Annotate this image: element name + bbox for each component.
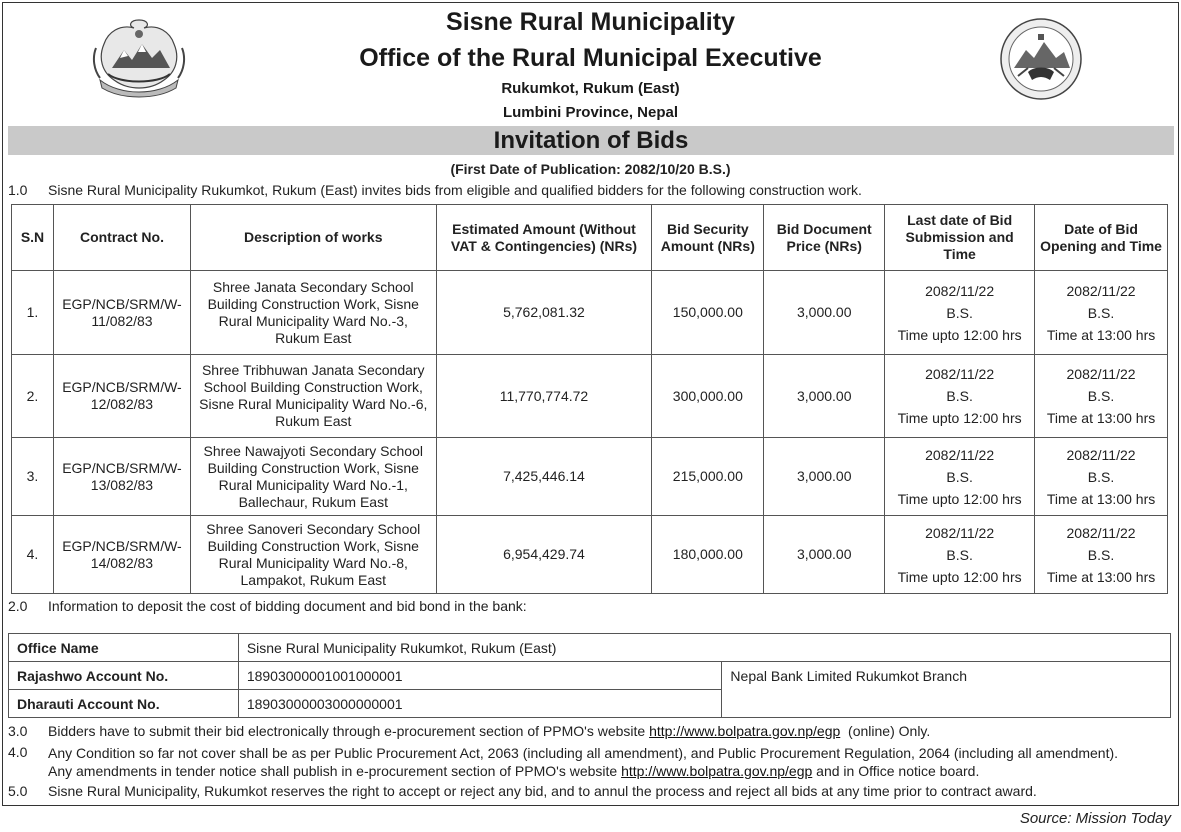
submission-era: B.S. bbox=[946, 468, 973, 485]
opening-time: Time at 13:00 hrs bbox=[1046, 410, 1156, 426]
paragraph-number: 1.0 bbox=[8, 182, 28, 198]
header-description: Description of works bbox=[190, 205, 436, 271]
dharauti-account-label: Dharauti Account No. bbox=[9, 690, 239, 718]
table-row bbox=[12, 516, 1168, 594]
cell-contract-no: EGP/NCB/SRM/W-14/082/83 bbox=[53, 516, 190, 594]
submission-date: 2082/11/22 bbox=[925, 524, 995, 541]
bank-row-rajashwo bbox=[9, 662, 1171, 690]
municipality-name: Sisne Rural Municipality bbox=[446, 8, 735, 36]
submission-date: 2082/11/22 bbox=[925, 282, 995, 299]
rajashwo-account-value: 18903000001001000001 bbox=[238, 662, 722, 690]
ppmo-website-link[interactable]: http://www.bolpatra.gov.np/egp bbox=[621, 763, 813, 779]
paragraph-3 bbox=[8, 723, 1178, 741]
submission-time: Time upto 12:00 hrs bbox=[897, 568, 1022, 585]
paragraph-number: 5.0 bbox=[8, 783, 28, 799]
paragraph-1 bbox=[8, 182, 1178, 200]
opening-date: 2082/11/22 bbox=[1066, 282, 1136, 299]
paragraph-text: Sisne Rural Municipality, Rukumkot reserves the right to accept or reject any bid, and to annul the process and reject all bids at any time prior to contract award. bbox=[48, 783, 1037, 799]
opening-date: 2082/11/22 bbox=[1066, 446, 1136, 463]
cell-document-price: 3,000.00 bbox=[764, 516, 885, 594]
cell-sn: 4. bbox=[12, 516, 54, 594]
table-row bbox=[12, 355, 1168, 438]
cell-sn: 3. bbox=[12, 438, 54, 516]
cell-opening-date bbox=[1035, 438, 1168, 516]
submission-date: 2082/11/22 bbox=[925, 446, 995, 463]
cell-description: Shree Janata Secondary School Building Construction Work, Sisne Rural Municipality Ward No.-3, Rukum East bbox=[190, 271, 436, 355]
submission-era: B.S. bbox=[946, 304, 973, 321]
cell-sn: 1. bbox=[12, 271, 54, 355]
cell-bid-security: 150,000.00 bbox=[652, 271, 764, 355]
paragraph-number: 3.0 bbox=[8, 723, 28, 739]
cell-submission-date bbox=[885, 355, 1035, 438]
table-row bbox=[12, 271, 1168, 355]
header-opening-date: Date of Bid Opening and Time bbox=[1035, 205, 1168, 271]
paragraph-2 bbox=[8, 598, 1178, 616]
paragraph-text-after: (online) Only. bbox=[840, 723, 931, 739]
opening-era: B.S. bbox=[1087, 304, 1115, 321]
cell-description: Shree Tribhuwan Janata Secondary School Building Construction Work, Sisne Rural Municipality Ward No.-6, Rukum East bbox=[190, 355, 436, 438]
header-submission-date: Last date of Bid Submission and Time bbox=[885, 205, 1035, 271]
bank-info-table bbox=[8, 633, 1171, 718]
header-contract-no: Contract No. bbox=[53, 205, 190, 271]
province-name: Lumbini Province, Nepal bbox=[502, 104, 679, 121]
opening-time: Time at 13:00 hrs bbox=[1046, 490, 1156, 507]
cell-description: Shree Nawajyoti Secondary School Building Construction Work, Sisne Rural Municipality Ward No.-1, Ballechaur, Rukum East bbox=[190, 438, 436, 516]
cell-bid-security: 215,000.00 bbox=[652, 438, 764, 516]
cell-contract-no: EGP/NCB/SRM/W-13/082/83 bbox=[53, 438, 190, 516]
paragraph-text: Information to deposit the cost of bidding document and bid bond in the bank: bbox=[48, 598, 527, 614]
cell-estimated-amount: 11,770,774.72 bbox=[436, 355, 652, 438]
dharauti-account-value: 18903000003000000001 bbox=[238, 690, 722, 718]
cell-sn: 2. bbox=[12, 355, 54, 438]
office-address: Rukumkot, Rukum (East) bbox=[501, 80, 680, 97]
notice-title: Invitation of Bids bbox=[8, 126, 1174, 155]
paragraph-text: Sisne Rural Municipality Rukumkot, Rukum (East) invites bids from eligible and qualified bidders for the following construction work. bbox=[48, 182, 862, 198]
submission-era: B.S. bbox=[946, 546, 973, 563]
submission-time: Time upto 12:00 hrs bbox=[897, 490, 1022, 507]
paragraph-number: 4.0 bbox=[8, 744, 28, 760]
cell-document-price: 3,000.00 bbox=[764, 271, 885, 355]
cell-submission-date bbox=[885, 438, 1035, 516]
opening-era: B.S. bbox=[1087, 546, 1115, 563]
cell-description: Shree Sanoveri Secondary School Building Construction Work, Sisne Rural Municipality Ward No.-8, Lampakot, Rukum East bbox=[190, 516, 436, 594]
submission-date: 2082/11/22 bbox=[925, 366, 995, 382]
submission-era: B.S. bbox=[946, 388, 973, 404]
cell-document-price: 3,000.00 bbox=[764, 438, 885, 516]
submission-time: Time upto 12:00 hrs bbox=[897, 410, 1022, 426]
cell-opening-date bbox=[1035, 516, 1168, 594]
bids-table bbox=[11, 204, 1168, 594]
cell-estimated-amount: 7,425,446.14 bbox=[436, 438, 652, 516]
publication-date: (First Date of Publication: 2082/10/20 B.S.) bbox=[450, 161, 731, 177]
paragraph-number: 2.0 bbox=[8, 598, 28, 614]
header-document-price: Bid Document Price (NRs) bbox=[764, 205, 885, 271]
paragraph-text-before: Bidders have to submit their bid electronically through e-procurement section of PPMO's website bbox=[48, 723, 650, 739]
rajashwo-account-label: Rajashwo Account No. bbox=[9, 662, 239, 690]
opening-era: B.S. bbox=[1087, 388, 1115, 404]
office-name-label: Office Name bbox=[9, 634, 239, 662]
paragraph-5 bbox=[8, 783, 1178, 801]
cell-estimated-amount: 6,954,429.74 bbox=[436, 516, 652, 594]
paragraph-line-2-after: and in Office notice board. bbox=[812, 763, 980, 779]
opening-era: B.S. bbox=[1087, 468, 1115, 485]
table-header-row bbox=[12, 205, 1168, 271]
paragraph-4 bbox=[8, 744, 1178, 780]
office-name-value: Sisne Rural Municipality Rukumkot, Rukum (East) bbox=[238, 634, 1170, 662]
opening-time: Time at 13:00 hrs bbox=[1046, 326, 1156, 343]
header-estimated-amount: Estimated Amount (Without VAT & Contingencies) (NRs) bbox=[436, 205, 652, 271]
header-bid-security: Bid Security Amount (NRs) bbox=[652, 205, 764, 271]
source-credit: Source: Mission Today bbox=[1019, 810, 1171, 827]
cell-opening-date bbox=[1035, 355, 1168, 438]
bank-branch: Nepal Bank Limited Rukumkot Branch bbox=[722, 662, 1171, 718]
opening-date: 2082/11/22 bbox=[1066, 524, 1136, 541]
paragraph-text bbox=[48, 744, 1118, 780]
paragraph-line-2-before: Any amendments in tender notice shall publish in e-procurement section of PPMO's website bbox=[48, 763, 622, 779]
ppmo-website-link[interactable]: http://www.bolpatra.gov.np/egp bbox=[649, 723, 841, 739]
paragraph-text bbox=[48, 723, 930, 739]
cell-submission-date bbox=[885, 271, 1035, 355]
opening-time: Time at 13:00 hrs bbox=[1046, 568, 1156, 585]
office-name: Office of the Rural Municipal Executive bbox=[359, 44, 822, 72]
bank-row-office bbox=[9, 634, 1171, 662]
submission-time: Time upto 12:00 hrs bbox=[897, 326, 1022, 343]
header-sn: S.N bbox=[12, 205, 54, 271]
table-row bbox=[12, 438, 1168, 516]
cell-document-price: 3,000.00 bbox=[764, 355, 885, 438]
paragraph-line-1: Any Condition so far not cover shall be as per Public Procurement Act, 2063 (including all amendment), and Public Procurement Regulation, 2064 (including all amendment). bbox=[48, 745, 1119, 761]
cell-opening-date bbox=[1035, 271, 1168, 355]
cell-estimated-amount: 5,762,081.32 bbox=[436, 271, 652, 355]
cell-contract-no: EGP/NCB/SRM/W-11/082/83 bbox=[53, 271, 190, 355]
cell-bid-security: 300,000.00 bbox=[652, 355, 764, 438]
cell-bid-security: 180,000.00 bbox=[652, 516, 764, 594]
opening-date: 2082/11/22 bbox=[1066, 366, 1136, 382]
cell-contract-no: EGP/NCB/SRM/W-12/082/83 bbox=[53, 355, 190, 438]
cell-submission-date bbox=[885, 516, 1035, 594]
